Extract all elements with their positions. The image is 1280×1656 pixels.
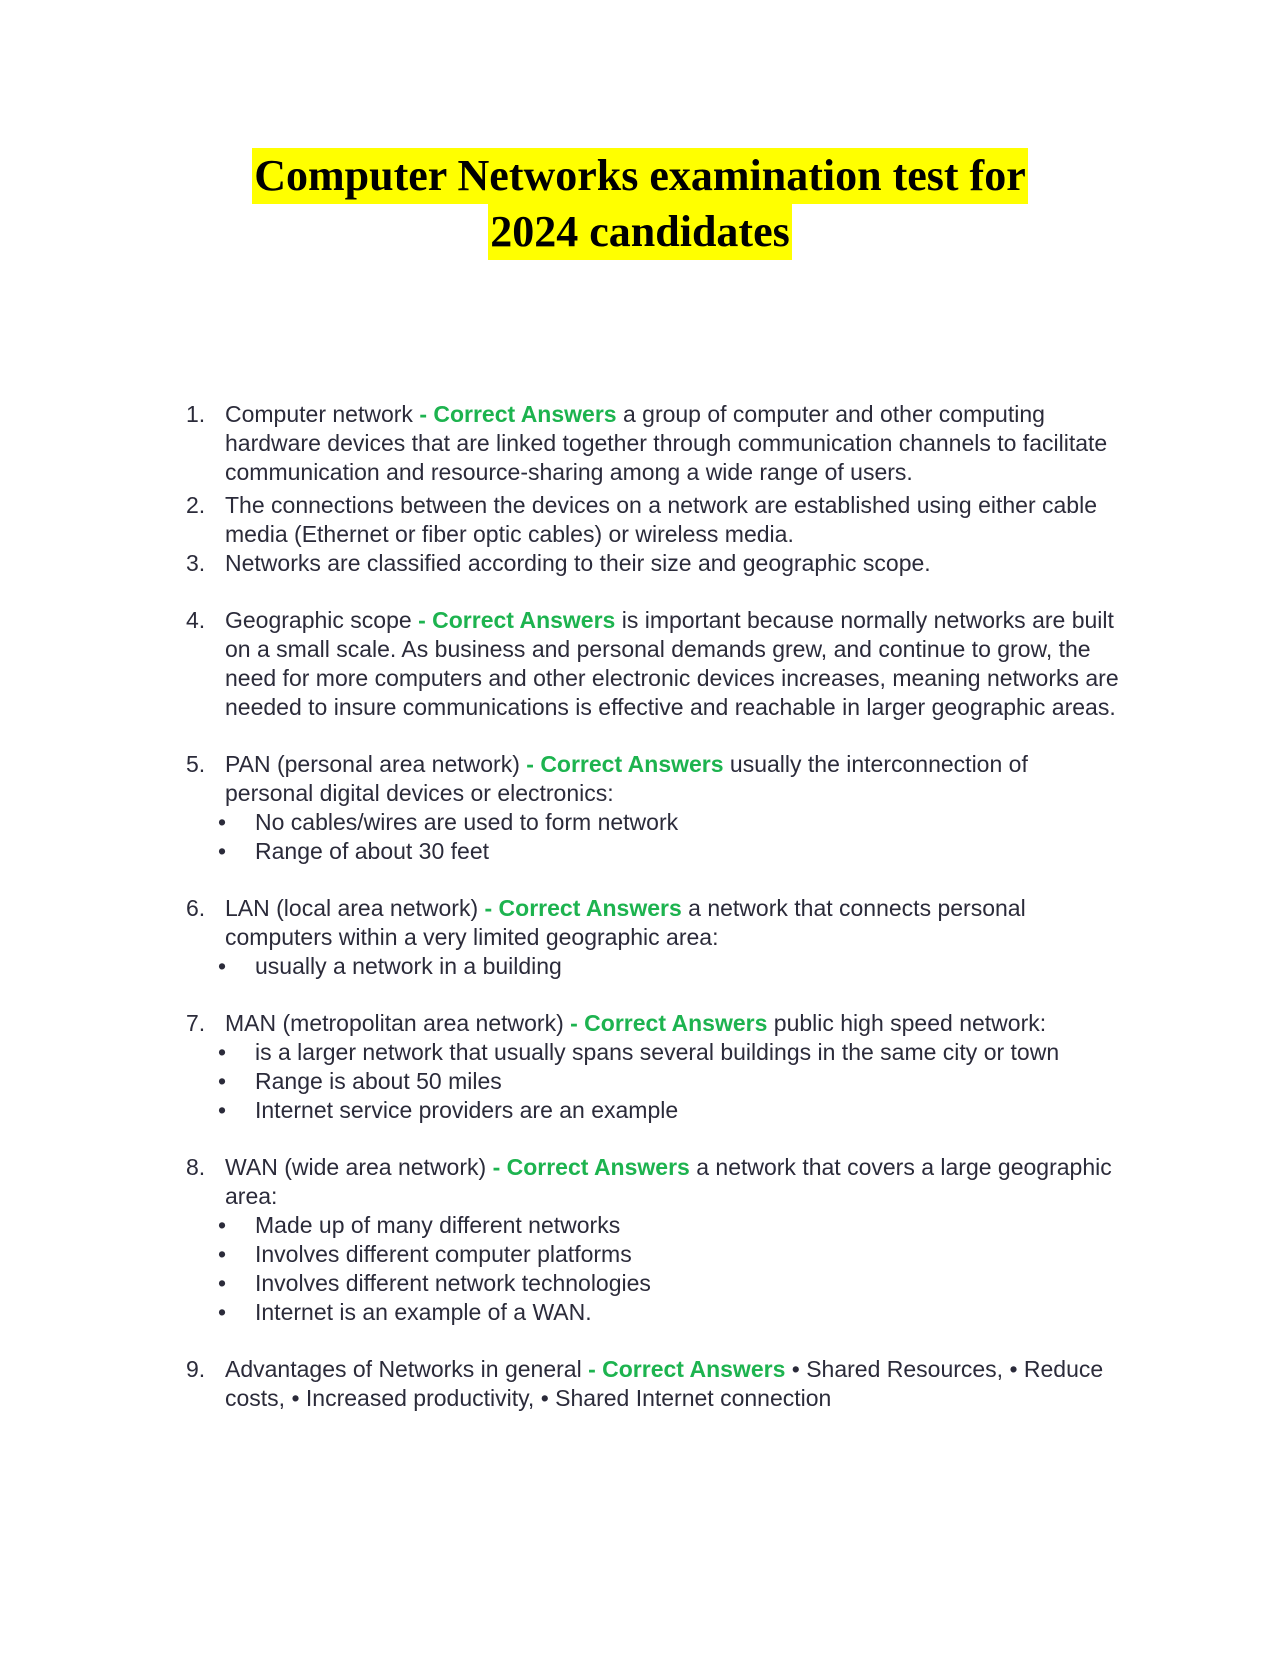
- bullet-glyph: •: [218, 1097, 227, 1123]
- bullet-item: • Involves different network technologies: [218, 1270, 651, 1296]
- item-answer: a network that connects personal computers within a very limited geographic area:: [225, 895, 1026, 950]
- item-answer: usually the interconnection of personal digital devices or electronics:: [225, 751, 1028, 806]
- bullet-glyph: •: [218, 1068, 227, 1094]
- item-number: 2.: [186, 492, 206, 518]
- correct-answers-marker: - Correct Answers: [570, 1010, 768, 1036]
- list-item: [180, 606, 1120, 722]
- list-item: [180, 549, 1120, 578]
- question-list: [180, 400, 1120, 1413]
- bullet-item: • Range is about 50 miles: [218, 1068, 502, 1094]
- list-item: [180, 1009, 1120, 1038]
- list-item: [180, 400, 1120, 487]
- item-number: 8.: [186, 1154, 206, 1180]
- item-number: 3.: [186, 550, 206, 576]
- correct-answers-marker: - Correct Answers: [418, 607, 616, 633]
- correct-answers-marker: - Correct Answers: [492, 1154, 690, 1180]
- item-answer: a network that covers a large geographic area:: [225, 1154, 1112, 1209]
- item-number: 4.: [186, 607, 206, 633]
- list-item: [180, 1153, 1120, 1211]
- bullet-glyph: •: [218, 1039, 227, 1065]
- bullet-list: [180, 1211, 1120, 1327]
- correct-answers-marker: - Correct Answers: [526, 751, 724, 777]
- item-term: Computer network: [225, 401, 413, 427]
- item-answer: a group of computer and other computing hardware devices that are linked together through communication channels to facilitate communication and resource-sharing among a wide range of users.: [225, 401, 1108, 485]
- bullet-glyph: •: [218, 1241, 227, 1267]
- bullet-item: • Involves different computer platforms: [218, 1241, 632, 1267]
- bullet-glyph: •: [218, 838, 227, 864]
- title-line-1: Computer Networks examination test for: [252, 148, 1028, 204]
- list-item: [180, 491, 1120, 549]
- bullet-item: • usually a network in a building: [218, 953, 562, 979]
- correct-answers-marker: - Correct Answers: [588, 1356, 786, 1382]
- item-text: The connections between the devices on a network are established using either cable media (Ethernet or fiber optic cables) or wireless media.: [225, 492, 1097, 547]
- item-term: LAN (local area network): [225, 895, 479, 921]
- item-number: 1.: [186, 401, 206, 427]
- bullet-item: • Internet service providers are an example: [218, 1097, 679, 1123]
- list-item: [180, 750, 1120, 808]
- bullet-list: [180, 952, 1120, 981]
- correct-answers-marker: - Correct Answers: [484, 895, 682, 921]
- item-term: MAN (metropolitan area network): [225, 1010, 564, 1036]
- bullet-item: • Range of about 30 feet: [218, 838, 490, 864]
- bullet-item: • Internet is an example of a WAN.: [218, 1299, 592, 1325]
- item-number: 9.: [186, 1356, 206, 1382]
- list-item: [180, 1355, 1120, 1413]
- item-text: Networks are classified according to their size and geographic scope.: [225, 550, 931, 576]
- item-number: 7.: [186, 1010, 206, 1036]
- item-answer: • Shared Resources, • Reduce costs, • Increased productivity, • Shared Internet connection: [225, 1356, 1104, 1411]
- item-term: Advantages of Networks in general: [225, 1356, 582, 1382]
- item-term: WAN (wide area network): [225, 1154, 487, 1180]
- bullet-glyph: •: [218, 1270, 227, 1296]
- item-answer: public high speed network:: [767, 1010, 1047, 1036]
- bullet-glyph: •: [218, 1299, 227, 1325]
- item-answer: is important because normally networks are built on a small scale. As business and personal demands grew, and continue to grow, the need for more computers and other electronic devices increases, meaning networks are needed to insure communications is effective and reachable in larger geographic areas.: [225, 607, 1119, 720]
- item-number: 5.: [186, 751, 206, 777]
- list-item: [180, 894, 1120, 952]
- item-term: Geographic scope: [225, 607, 412, 633]
- page-title: [0, 148, 1280, 260]
- title-line-2: 2024 candidates: [488, 204, 791, 260]
- bullet-item: • No cables/wires are used to form network: [218, 809, 679, 835]
- bullet-item: • is a larger network that usually spans several buildings in the same city or town: [218, 1039, 1060, 1065]
- bullet-list: [180, 1038, 1120, 1125]
- bullet-glyph: •: [218, 953, 227, 979]
- correct-answers-marker: - Correct Answers: [419, 401, 617, 427]
- bullet-item: • Made up of many different networks: [218, 1212, 621, 1238]
- bullet-glyph: •: [218, 1212, 227, 1238]
- bullet-glyph: •: [218, 809, 227, 835]
- bullet-list: [180, 808, 1120, 866]
- item-term: PAN (personal area network): [225, 751, 520, 777]
- item-number: 6.: [186, 895, 206, 921]
